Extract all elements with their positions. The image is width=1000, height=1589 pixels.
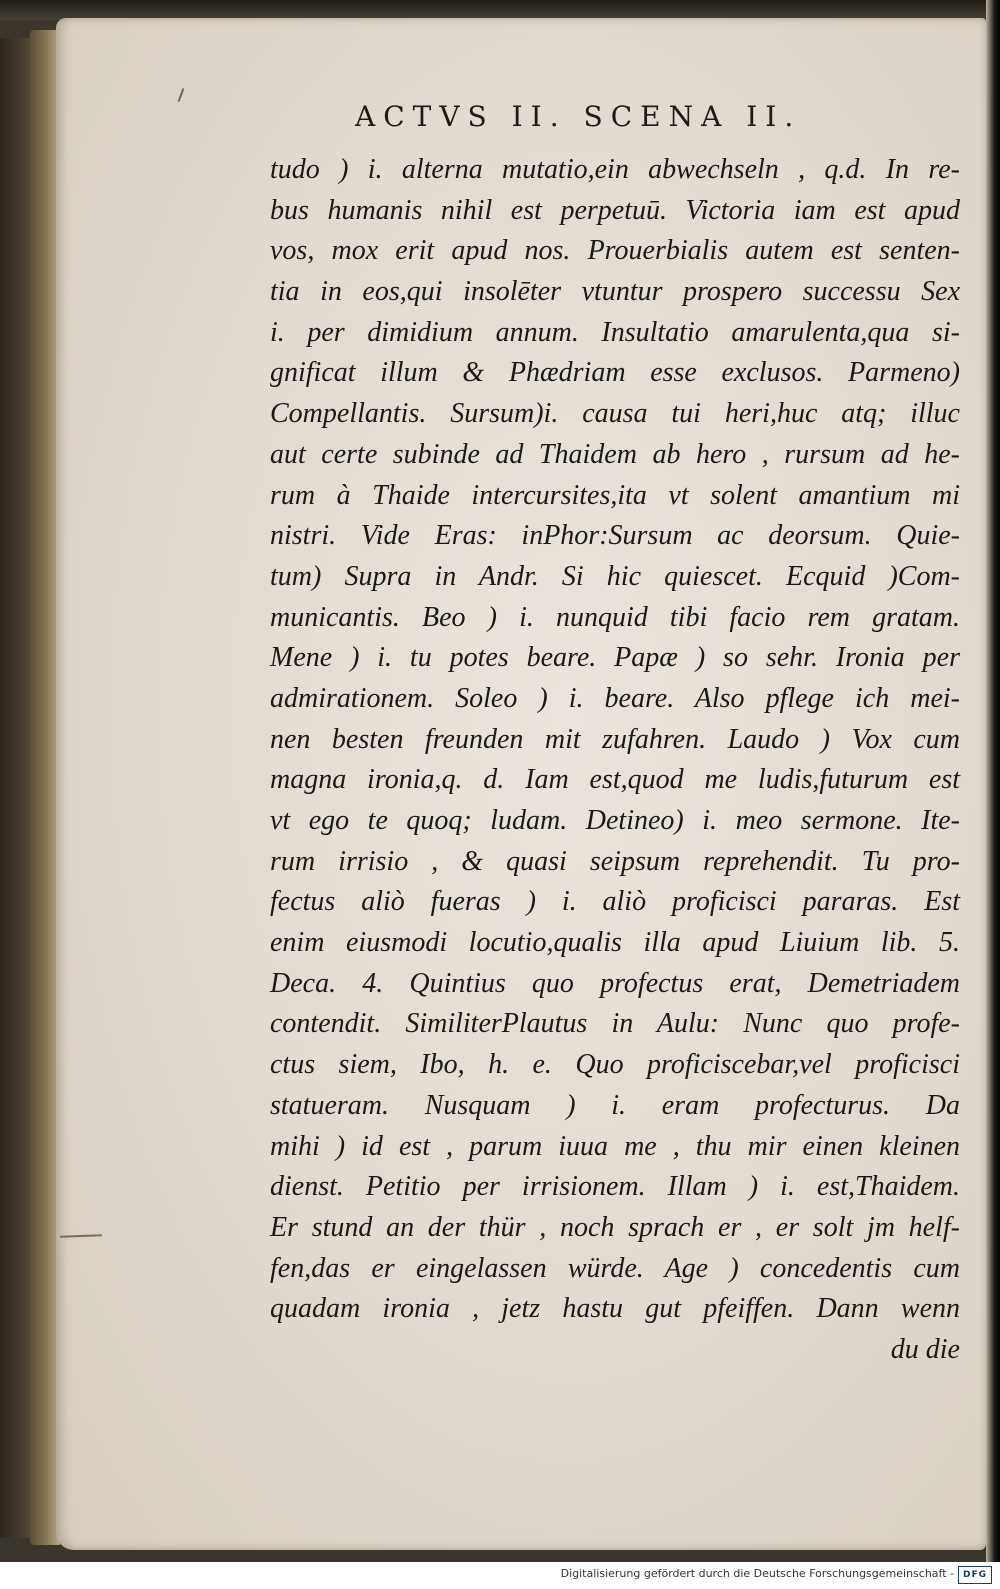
text-line: municantis. Beo ) i. nunquid tibi facio rem gratam.	[270, 601, 960, 633]
top-edge	[0, 0, 1000, 20]
catchword: du die	[890, 1333, 960, 1365]
text-line: nen besten freunden mit zufahren. Laudo ) Vox cum	[270, 723, 960, 755]
text-line: ctus siem, Ibo, h. e. Quo proficiscebar,vel proficisci	[270, 1049, 960, 1081]
text-line: Compellantis. Sursum)i. causa tui heri,huc atq; illuc	[270, 398, 960, 430]
text-line: quadam ironia , jetz hastu gut pfeiffen. Dann wenn	[270, 1293, 960, 1325]
text-line: rum irrisio , & quasi seipsum reprehendit. Tu pro-	[270, 845, 960, 877]
text-line: rum à Thaide intercursites,ita vt solent amantium mi	[270, 479, 960, 511]
text-line: aut certe subinde ad Thaidem ab hero , rursum ad he-	[270, 438, 960, 470]
text-line: fen,das er eingelassen würde. Age ) concedentis cum	[270, 1252, 960, 1284]
text-line: dienst. Petitio per irrisionem. Illam ) i. est,Thaidem.	[270, 1171, 960, 1203]
text-line: Deca. 4. Quintius quo profectus erat, Demetriadem	[270, 967, 960, 999]
text-line: tudo ) i. alterna mutatio,ein abwechseln , q.d. In re-	[270, 154, 960, 185]
text-line: statueram. Nusquam ) i. eram profecturus. Da	[270, 1089, 960, 1121]
text-line: i. per dimidium annum. Insultatio amarulenta,qua si-	[270, 316, 960, 348]
page-body-text	[270, 150, 960, 1371]
text-line: contendit. SimiliterPlautus in Aulu: Nunc quo profe-	[270, 1008, 960, 1040]
text-line: nistri. Vide Eras: inPhor:Sursum ac deorsum. Quie-	[270, 520, 960, 552]
text-line: fectus aliò fueras ) i. aliò proficisci pararas. Est	[270, 886, 960, 918]
dfg-logo-icon: DFG	[958, 1566, 992, 1584]
text-line: mihi ) id est , parum iuua me , thu mir einen kleinen	[270, 1130, 960, 1162]
running-header: ACTVS II. SCENA II.	[355, 100, 802, 133]
text-line: vt ego te quoq; ludam. Detineo) i. meo sermone. Ite-	[270, 805, 960, 836]
text-line: Mene ) i. tu potes beare. Papæ ) so sehr. Ironia per	[270, 642, 960, 674]
text-line: tia in eos,qui insolēter vtuntur prospero successu Sex	[270, 276, 960, 308]
footer-bar	[0, 1562, 1000, 1589]
text-line: gnificat illum & Phædriam esse exclusos. Parmeno)	[270, 357, 960, 389]
right-edge	[986, 0, 1000, 1562]
text-line: bus humanis nihil est perpetuū. Victoria iam est apud	[270, 194, 960, 226]
text-line: magna ironia,q. d. Iam est,quod me ludis,futurum est	[270, 764, 960, 796]
text-line: vos, mox erit apud nos. Prouerbialis autem est senten-	[270, 235, 960, 267]
text-line: admirationem. Soleo ) i. beare. Also pflege ich mei-	[270, 682, 960, 714]
funding-credit: Digitalisierung gefördert durch die Deutsche Forschungsgemeinschaft -	[560, 1567, 954, 1580]
text-line: tum) Supra in Andr. Si hic quiescet. Ecquid )Com-	[270, 560, 960, 592]
text-line: enim eiusmodi locutio,qualis illa apud Liuium lib. 5.	[270, 927, 960, 959]
text-line: Er stund an der thür , noch sprach er , er solt jm helf-	[270, 1211, 960, 1243]
